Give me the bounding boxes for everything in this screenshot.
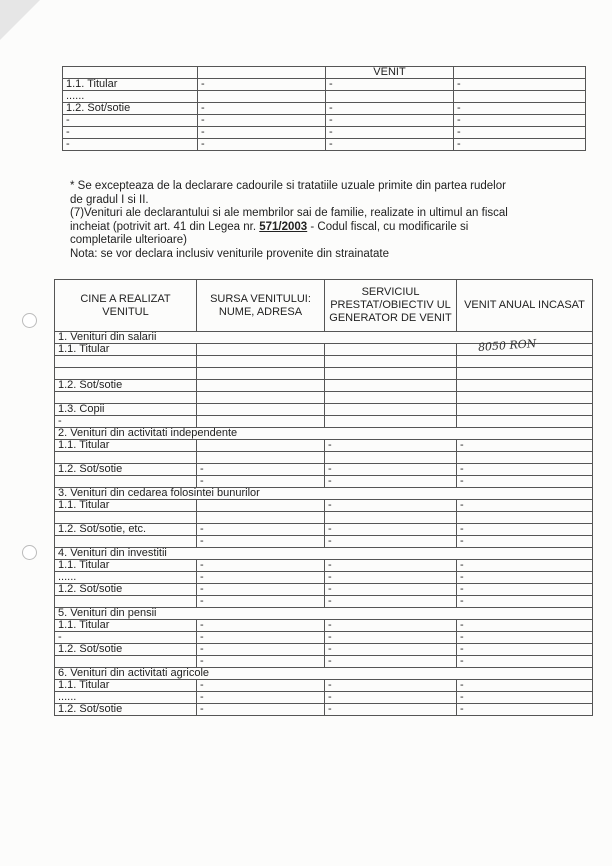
table-cell: - (63, 115, 198, 127)
table-cell (197, 452, 325, 464)
table-cell (325, 380, 457, 392)
table-cell: - (325, 476, 457, 488)
table-cell: - (325, 704, 457, 716)
table-cell (55, 512, 197, 524)
table-row (63, 139, 586, 151)
table-cell (457, 452, 593, 464)
table-cell: - (457, 536, 593, 548)
table-row (55, 596, 593, 608)
table-cell: 1.1. Titular (63, 79, 198, 91)
table-cell: 1.1. Titular (55, 500, 197, 512)
table-cell: - (457, 680, 593, 692)
table-cell (457, 404, 593, 416)
table-cell: - (325, 464, 457, 476)
table-cell: - (326, 115, 454, 127)
table-row (55, 656, 593, 668)
table-cell: - (198, 139, 326, 151)
table-cell: - (457, 644, 593, 656)
table-cell: - (454, 79, 586, 91)
table-cell (325, 344, 457, 356)
table-cell: 1.2. Sot/sotie, etc. (55, 524, 197, 536)
table-row (55, 680, 593, 692)
table-cell: - (325, 692, 457, 704)
section-title: 3. Venituri din cedarea folosintei bunurilor (55, 488, 593, 500)
table-cell: - (326, 139, 454, 151)
table-cell (457, 392, 593, 404)
table-cell (325, 404, 457, 416)
table-row (55, 584, 593, 596)
table-cell (457, 416, 593, 428)
table-cell: - (325, 656, 457, 668)
handwritten-amount: 8050 RON (477, 336, 537, 355)
table-cell (197, 344, 325, 356)
table-cell (55, 452, 197, 464)
section-title: 2. Venituri din activitati independente (55, 428, 593, 440)
table-cell: - (457, 584, 593, 596)
table-cell: - (197, 596, 325, 608)
table-cell (197, 500, 325, 512)
table-cell: 1.2. Sot/sotie (55, 644, 197, 656)
section-title: 4. Venituri din investitii (55, 548, 593, 560)
section-title: 5. Venituri din pensii (55, 608, 593, 620)
table-row (63, 127, 586, 139)
table-cell: - (454, 115, 586, 127)
table-cell: - (198, 103, 326, 115)
table-row (55, 620, 593, 632)
table-cell: - (325, 572, 457, 584)
table-row (55, 632, 593, 644)
table-cell: - (197, 560, 325, 572)
section-title-row (55, 428, 593, 440)
section-title-row (55, 548, 593, 560)
table-cell: - (197, 632, 325, 644)
table-cell: 1.1. Titular (55, 560, 197, 572)
table-cell: - (325, 524, 457, 536)
table-row (55, 512, 593, 524)
table-cell (454, 91, 586, 103)
table-cell (457, 356, 593, 368)
table-cell: - (326, 127, 454, 139)
table-cell: - (457, 656, 593, 668)
table-cell (197, 416, 325, 428)
table-cell: - (326, 79, 454, 91)
table-row (55, 452, 593, 464)
header-annual-income: VENIT ANUAL INCASAT (457, 280, 593, 332)
table-cell: - (457, 632, 593, 644)
table-cell: - (457, 476, 593, 488)
table-cell: - (325, 440, 457, 452)
table-cell: - (325, 620, 457, 632)
law-reference: 571/2003 (259, 220, 308, 233)
table-row (55, 368, 593, 380)
table-row (55, 392, 593, 404)
table-row (55, 464, 593, 476)
table-cell: - (457, 500, 593, 512)
table-row (55, 692, 593, 704)
table-cell (325, 512, 457, 524)
table-cell: - (325, 596, 457, 608)
table-cell: ...... (63, 91, 198, 103)
table-cell (197, 380, 325, 392)
table-cell: - (197, 476, 325, 488)
table-cell (457, 368, 593, 380)
table-row (63, 115, 586, 127)
table-cell (55, 476, 197, 488)
table-cell (457, 380, 593, 392)
table-cell: - (325, 560, 457, 572)
table-cell: 1.1. Titular (55, 440, 197, 452)
table-cell: - (457, 704, 593, 716)
table-row (55, 704, 593, 716)
table-row (55, 356, 593, 368)
table-cell: - (457, 524, 593, 536)
section-title: 1. Venituri din salarii (55, 332, 593, 344)
table-cell: - (197, 704, 325, 716)
table-cell (198, 91, 326, 103)
table-row (55, 404, 593, 416)
table-cell: - (454, 103, 586, 115)
table-cell: - (197, 692, 325, 704)
table-cell: - (197, 680, 325, 692)
section-title-row (55, 668, 593, 680)
table-cell: - (197, 524, 325, 536)
table-cell: - (63, 127, 198, 139)
table-cell: - (457, 560, 593, 572)
table-row (55, 440, 593, 452)
note-gifts: * Se excepteaza de la declarare cadourile si tratatiile uzuale primite din partea rudelor de gradul I si II. (70, 180, 506, 206)
table-cell: - (454, 127, 586, 139)
table-cell (325, 416, 457, 428)
table-cell: 1.1. Titular (55, 680, 197, 692)
notes-block (70, 180, 510, 261)
table-cell: - (325, 536, 457, 548)
table-cell: 1.2. Sot/sotie (55, 704, 197, 716)
table-row (55, 476, 593, 488)
table-cell: - (454, 139, 586, 151)
table-cell (325, 356, 457, 368)
table-cell: - (198, 79, 326, 91)
table-cell: ...... (55, 572, 197, 584)
section-title-row (55, 608, 593, 620)
table-cell: 1.1. Titular (55, 620, 197, 632)
note-income: (7)Venituri ale declarantului si ale membrilor sai de familie, realizate in ultimul an fiscal incheiat (potrivit art. 41 din Legea nr. 571/2003 - Codul fiscal, cu modificarile si completarile ulterioare) (70, 207, 508, 246)
table-cell (457, 512, 593, 524)
table-cell: - (197, 464, 325, 476)
note-foreign: Nota: se vor declara inclusiv veniturile provenite din strainatate (70, 247, 389, 260)
table-cell: 1.2. Sot/sotie (55, 464, 197, 476)
table-cell (326, 91, 454, 103)
table-cell: - (197, 572, 325, 584)
table-cell: 1.2. Sot/sotie (55, 584, 197, 596)
table-row (55, 536, 593, 548)
table-row (55, 644, 593, 656)
table-cell: 1.3. Copii (55, 404, 197, 416)
table-cell: - (197, 536, 325, 548)
table-cell (55, 596, 197, 608)
table-cell: - (325, 500, 457, 512)
section-title-row (55, 488, 593, 500)
table-cell: 1.2. Sot/sotie (63, 103, 198, 115)
header-source: SURSA VENITULUI: NUME, ADRESA (197, 280, 325, 332)
table-cell: - (55, 632, 197, 644)
table-row (55, 524, 593, 536)
punch-hole (22, 313, 37, 328)
table-cell: - (325, 584, 457, 596)
table-cell (55, 656, 197, 668)
table-cell: 1.1. Titular (55, 344, 197, 356)
table-cell: - (457, 692, 593, 704)
table-cell: - (457, 572, 593, 584)
table-cell (55, 536, 197, 548)
table-cell: - (325, 632, 457, 644)
table-cell: - (197, 620, 325, 632)
table-cell: - (325, 680, 457, 692)
table-cell: - (457, 464, 593, 476)
table-cell (197, 440, 325, 452)
table-cell: - (197, 656, 325, 668)
table-cell (325, 368, 457, 380)
table-cell: - (55, 416, 197, 428)
table-row (55, 416, 593, 428)
table-cell: - (198, 115, 326, 127)
table-cell (325, 392, 457, 404)
table-cell (55, 356, 197, 368)
section-title: 6. Venituri din activitati agricole (55, 668, 593, 680)
table-cell: - (457, 440, 593, 452)
table-row (63, 103, 586, 115)
table-row (63, 79, 586, 91)
folded-corner (0, 0, 40, 40)
table-cell (55, 368, 197, 380)
table-cell: - (197, 644, 325, 656)
table-cell (325, 452, 457, 464)
table-cell (197, 368, 325, 380)
table-cell: 1.2. Sot/sotie (55, 380, 197, 392)
table-cell (55, 392, 197, 404)
venit-header: VENIT (326, 67, 454, 79)
table-cell (197, 392, 325, 404)
table-row (55, 380, 593, 392)
table-cell (197, 512, 325, 524)
table-cell: - (197, 584, 325, 596)
table-cell: - (457, 596, 593, 608)
header-service: SERVICIUL PRESTAT/OBIECTIV UL GENERATOR DE VENIT (325, 280, 457, 332)
header-who: CINE A REALIZAT VENITUL (55, 280, 197, 332)
table-cell (197, 356, 325, 368)
table-cell: ...... (55, 692, 197, 704)
punch-hole (22, 545, 37, 560)
table-row (63, 91, 586, 103)
table-row (55, 572, 593, 584)
table-cell: - (457, 620, 593, 632)
table-cell: - (63, 139, 198, 151)
table-cell: - (326, 103, 454, 115)
table-cell: - (198, 127, 326, 139)
income-summary-table (62, 66, 586, 151)
table-cell: - (325, 644, 457, 656)
table-row (55, 560, 593, 572)
table-row (55, 500, 593, 512)
table-cell (197, 404, 325, 416)
